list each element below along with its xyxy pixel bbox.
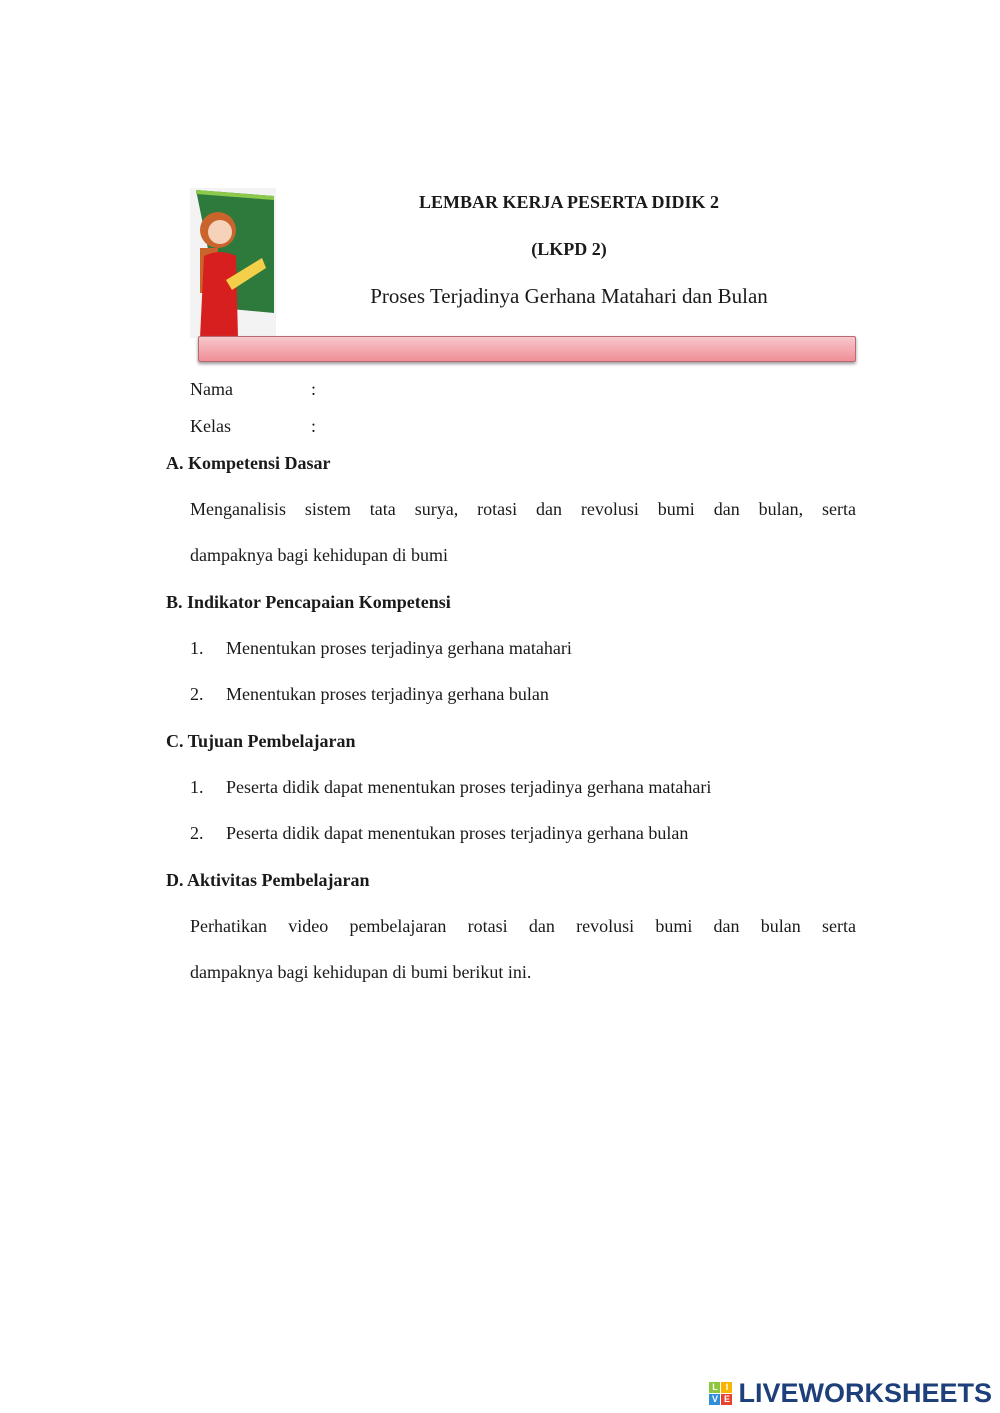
- live-blocks-icon: L I V E: [709, 1382, 732, 1405]
- liveworksheets-logo: [709, 1378, 992, 1409]
- teacher-illustration: [190, 188, 276, 338]
- list-number: 2.: [190, 823, 204, 843]
- list-number: 1.: [190, 638, 204, 658]
- banner-title: LEMBAR KERJA PESERTA DIDIK 2: [418, 192, 720, 212]
- section-d-text-1: Perhatikan video pembelajaran rotasi dan revolusi bumi dan bulan serta: [190, 916, 856, 936]
- header-banner: [190, 188, 858, 366]
- list-item: Menentukan proses terjadinya gerhana matahari: [226, 638, 572, 658]
- list-number: 2.: [190, 684, 204, 704]
- section-a-heading: A. Kompetensi Dasar: [166, 453, 331, 473]
- list-item: Peserta didik dapat menentukan proses terjadinya gerhana bulan: [226, 823, 689, 843]
- section-c-heading: C. Tujuan Pembelajaran: [166, 731, 356, 751]
- banner-subtitle: Proses Terjadinya Gerhana Matahari dan Bulan: [370, 284, 768, 308]
- list-item: Menentukan proses terjadinya gerhana bulan: [226, 684, 549, 704]
- section-d-text-2: dampaknya bagi kehidupan di bumi berikut ini.: [190, 962, 532, 982]
- kelas-label: Kelas: [190, 416, 231, 436]
- banner-code: (LKPD 2): [531, 239, 607, 259]
- list-item: Peserta didik dapat menentukan proses terjadinya gerhana matahari: [226, 777, 712, 797]
- section-a-text-1: Menganalisis sistem tata surya, rotasi dan revolusi bumi dan bulan, serta: [190, 499, 856, 519]
- section-a-text-2: dampaknya bagi kehidupan di bumi: [190, 545, 448, 565]
- kelas-colon: :: [311, 416, 317, 436]
- list-number: 1.: [190, 777, 204, 797]
- section-d-heading: D. Aktivitas Pembelajaran: [166, 870, 370, 890]
- section-b-heading: B. Indikator Pencapaian Kompetensi: [166, 592, 451, 612]
- nama-label: Nama: [190, 379, 233, 399]
- logo-text: LIVEWORKSHEETS: [738, 1378, 992, 1408]
- banner-ribbon: [198, 336, 856, 362]
- nama-colon: :: [311, 379, 317, 399]
